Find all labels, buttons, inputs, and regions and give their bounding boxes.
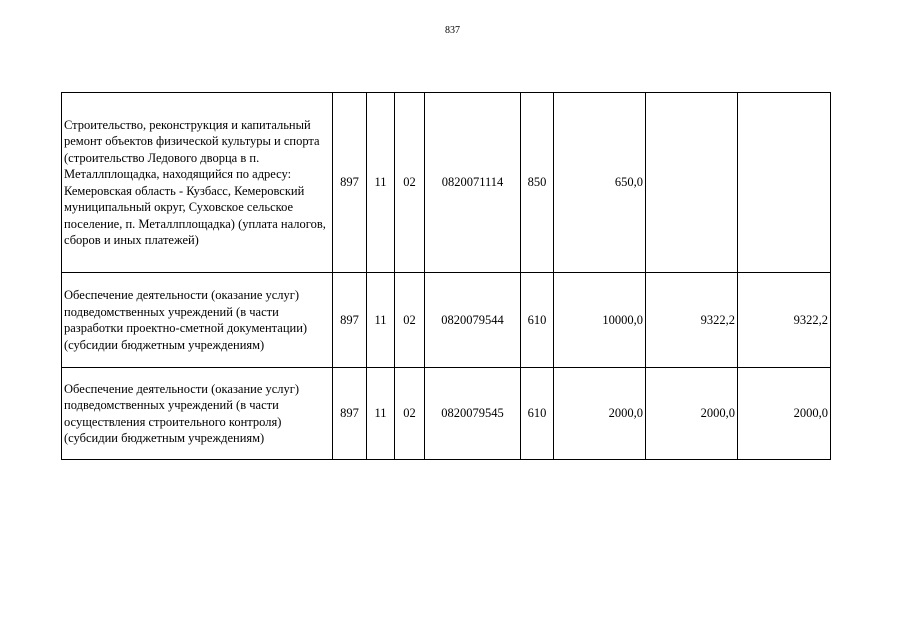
cell-expense-type: 850 <box>521 93 554 273</box>
cell-amount-3: 9322,2 <box>738 273 831 368</box>
cell-expense-type: 610 <box>521 368 554 460</box>
cell-ministry-code: 897 <box>333 273 367 368</box>
cell-description: Обеспечение деятельности (оказание услуг) подведомственных учреждений (в части осуществления строительного контроля) (субсидии бюджетным учреждениям) <box>62 368 333 460</box>
cell-subsection-code: 02 <box>395 93 425 273</box>
cell-amount-1: 10000,0 <box>554 273 646 368</box>
cell-amount-3: 2000,0 <box>738 368 831 460</box>
table-row <box>62 273 831 368</box>
cell-subsection-code: 02 <box>395 273 425 368</box>
cell-ministry-code: 897 <box>333 93 367 273</box>
cell-ministry-code: 897 <box>333 368 367 460</box>
cell-target-article: 0820071114 <box>425 93 521 273</box>
table-row <box>62 368 831 460</box>
cell-description: Обеспечение деятельности (оказание услуг) подведомственных учреждений (в части разработки проектно-сметной документации) (субсидии бюджетным учреждениям) <box>62 273 333 368</box>
cell-subsection-code: 02 <box>395 368 425 460</box>
cell-amount-2: 9322,2 <box>646 273 738 368</box>
cell-amount-3 <box>738 93 831 273</box>
cell-description: Строительство, реконструкция и капитальный ремонт объектов физической культуры и спорта (строительство Ледового дворца в п. Металлплощадка, находящийся по адресу: Кемеровская область - Кузбасс, Кемеровский муниципальный округ, Суховское сельское поселение, п. Металлплощадка) (уплата налогов, сборов и иных платежей) <box>62 93 333 273</box>
cell-amount-2: 2000,0 <box>646 368 738 460</box>
cell-expense-type: 610 <box>521 273 554 368</box>
cell-amount-1: 2000,0 <box>554 368 646 460</box>
cell-section-code: 11 <box>367 93 395 273</box>
budget-table <box>61 92 831 460</box>
cell-amount-1: 650,0 <box>554 93 646 273</box>
page-number: 837 <box>445 25 460 36</box>
cell-section-code: 11 <box>367 273 395 368</box>
cell-section-code: 11 <box>367 368 395 460</box>
cell-target-article: 0820079544 <box>425 273 521 368</box>
table-row <box>62 93 831 273</box>
cell-target-article: 0820079545 <box>425 368 521 460</box>
cell-amount-2 <box>646 93 738 273</box>
